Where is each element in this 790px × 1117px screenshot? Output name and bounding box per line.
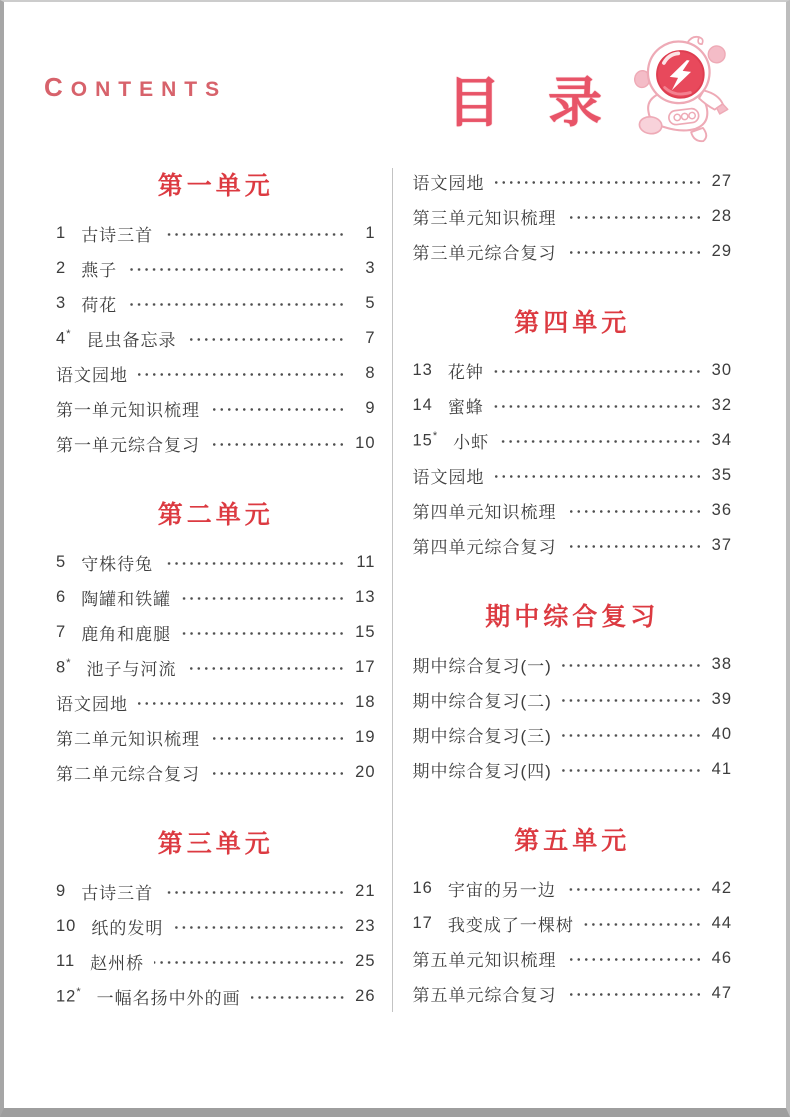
toc-entry — [413, 164, 733, 199]
page-number: 36 — [711, 501, 732, 519]
entry-title: 古诗三首 — [81, 226, 154, 245]
page-number: 1 — [365, 224, 376, 242]
dot-leader — [567, 990, 703, 999]
toc-section — [56, 166, 376, 461]
entry-title: 第四单元综合复习 — [412, 538, 557, 557]
toc-entry — [413, 871, 733, 906]
dot-leader — [562, 696, 702, 705]
dot-leader — [495, 178, 703, 187]
lesson-number: 8* — [56, 657, 72, 677]
toc-entry — [56, 685, 376, 720]
elective-star: * — [66, 328, 72, 341]
dot-leader — [567, 542, 703, 551]
page-number: 41 — [711, 760, 732, 778]
toc-entry — [56, 979, 376, 1014]
section-header: 期中综合复习 — [485, 603, 660, 631]
dot-leader — [499, 437, 702, 446]
lesson-number: 13 — [412, 361, 433, 379]
page-number: 40 — [711, 725, 732, 743]
page-number: 30 — [711, 361, 732, 379]
lesson-number: 4* — [56, 328, 72, 348]
entry-title: 语文园地 — [56, 695, 128, 714]
dot-leader — [562, 731, 702, 740]
lesson-number: 15* — [412, 430, 439, 450]
dot-leader — [181, 629, 345, 638]
dot-leader — [138, 699, 346, 708]
entry-title: 蜜蜂 — [447, 398, 484, 417]
entry-title: 池子与河流 — [86, 660, 177, 679]
entry-title: 第三单元知识梳理 — [412, 209, 557, 228]
title-group — [447, 32, 732, 146]
entry-title: 期中综合复习(二) — [412, 692, 552, 711]
elective-star: * — [432, 430, 439, 443]
dot-leader — [210, 405, 346, 414]
dot-leader — [494, 402, 702, 411]
dot-leader — [567, 955, 703, 964]
lesson-number: 1 — [56, 224, 67, 242]
toc-entry — [413, 528, 733, 563]
toc-entry — [413, 941, 733, 976]
toc-section — [413, 597, 733, 787]
dot-leader — [127, 265, 345, 274]
toc-entry — [56, 615, 376, 650]
entry-title: 第五单元综合复习 — [412, 986, 557, 1005]
toc-entry — [56, 216, 376, 251]
page-number: 42 — [711, 879, 732, 897]
entry-title: 花钟 — [447, 363, 484, 382]
entry-title: 小虾 — [453, 433, 490, 452]
toc-section — [413, 303, 733, 563]
entry-title: 陶罐和铁罐 — [81, 590, 172, 609]
page-number: 35 — [711, 466, 732, 484]
elective-star: * — [76, 986, 82, 999]
section-header: 第二单元 — [157, 501, 274, 529]
page-number: 3 — [365, 259, 376, 277]
page-number: 47 — [711, 984, 732, 1002]
entry-title: 语文园地 — [412, 468, 485, 487]
entry-title: 昆虫备忘录 — [86, 331, 177, 350]
page-number: 8 — [365, 364, 376, 382]
toc-section — [56, 824, 376, 1014]
dot-leader — [210, 769, 346, 778]
lesson-number: 17 — [412, 914, 433, 932]
entry-title: 语文园地 — [412, 174, 485, 193]
dot-leader — [186, 335, 345, 344]
section-header: 第四单元 — [514, 309, 631, 337]
entry-title: 荷花 — [81, 296, 118, 315]
toc-entry — [413, 199, 733, 234]
dot-leader — [154, 958, 345, 967]
entry-title: 期中综合复习(一) — [412, 657, 552, 676]
toc-entry — [56, 251, 376, 286]
toc-entry — [56, 356, 376, 391]
toc-entry — [56, 874, 376, 909]
toc-columns — [56, 164, 732, 1014]
section-header: 第一单元 — [157, 172, 274, 200]
section-header: 第五单元 — [514, 827, 631, 855]
page-number: 26 — [355, 987, 376, 1005]
toc-entry — [56, 580, 376, 615]
dot-leader — [163, 230, 345, 239]
entry-title: 第三单元综合复习 — [412, 244, 557, 263]
dot-leader — [562, 766, 702, 775]
dot-leader — [562, 661, 702, 670]
toc-entry — [56, 391, 376, 426]
lesson-number: 3 — [56, 294, 67, 312]
page-number: 39 — [711, 690, 732, 708]
dot-leader — [494, 367, 702, 376]
page-number: 29 — [711, 242, 732, 260]
toc-entry — [56, 426, 376, 461]
page-number: 32 — [711, 396, 732, 414]
dot-leader — [495, 472, 703, 481]
page-number: 19 — [355, 728, 376, 746]
page-number: 27 — [711, 172, 732, 190]
entry-title: 赵州桥 — [90, 954, 145, 973]
toc-entry — [413, 493, 733, 528]
entry-title: 第一单元知识梳理 — [56, 401, 200, 420]
toc-entry — [56, 650, 376, 685]
page-number: 34 — [711, 431, 732, 449]
toc-section — [413, 164, 733, 269]
section-header: 第三单元 — [157, 830, 274, 858]
page-number: 21 — [355, 882, 376, 900]
lesson-number: 5 — [56, 553, 67, 571]
page-number: 38 — [711, 655, 732, 673]
page-number: 15 — [355, 623, 376, 641]
entry-title: 第四单元知识梳理 — [412, 503, 557, 522]
lesson-number: 16 — [412, 879, 433, 897]
page-number: 17 — [355, 658, 376, 676]
toc-column-left — [56, 164, 392, 1014]
dot-leader — [127, 300, 345, 309]
page-title: 目 录 — [446, 73, 618, 133]
toc-entry — [56, 321, 376, 356]
page-header — [44, 32, 732, 150]
toc-column-right — [393, 164, 733, 1014]
page-number: 25 — [355, 952, 376, 970]
toc-entry — [413, 353, 733, 388]
page-number: 44 — [711, 914, 732, 932]
page-number: 5 — [365, 294, 376, 312]
dot-leader — [566, 885, 702, 894]
lesson-number: 14 — [412, 396, 433, 414]
entry-title: 期中综合复习(四) — [412, 762, 552, 781]
entry-title: 我变成了一棵树 — [447, 916, 574, 935]
toc-entry — [413, 423, 733, 458]
entry-title: 燕子 — [81, 261, 118, 280]
page-number: 9 — [365, 399, 376, 417]
page-number: 23 — [355, 917, 376, 935]
dot-leader — [186, 664, 345, 673]
dot-leader — [210, 440, 346, 449]
entry-title: 鹿角和鹿腿 — [81, 625, 172, 644]
dot-leader — [251, 993, 346, 1002]
dot-leader — [567, 248, 703, 257]
entry-title: 第二单元综合复习 — [56, 765, 200, 784]
toc-section — [413, 821, 733, 1011]
toc-entry — [413, 906, 733, 941]
elective-star: * — [66, 657, 72, 670]
dot-leader — [584, 920, 702, 929]
page-number: 18 — [355, 693, 376, 711]
dot-leader — [210, 734, 346, 743]
toc-entry — [413, 647, 733, 682]
toc-entry — [56, 286, 376, 321]
dot-leader — [567, 213, 703, 222]
entry-title: 一幅名扬中外的画 — [96, 989, 241, 1008]
entry-title: 宇宙的另一边 — [447, 881, 556, 900]
toc-entry — [413, 752, 733, 787]
entry-title: 守株待兔 — [81, 555, 154, 574]
page-number: 28 — [711, 207, 732, 225]
toc-entry — [413, 717, 733, 752]
page-number: 37 — [711, 536, 732, 554]
page-number: 7 — [365, 329, 376, 347]
toc-entry — [56, 944, 376, 979]
toc-entry — [56, 545, 376, 580]
dot-leader — [567, 507, 703, 516]
lesson-number: 11 — [56, 952, 76, 970]
dot-leader — [163, 559, 345, 568]
toc-entry — [56, 720, 376, 755]
dot-leader — [138, 370, 346, 379]
entry-title: 语文园地 — [56, 366, 128, 385]
toc-entry — [413, 388, 733, 423]
page-number: 46 — [711, 949, 732, 967]
lesson-number: 6 — [56, 588, 67, 606]
entry-title: 第二单元知识梳理 — [56, 730, 200, 749]
lesson-number: 12* — [56, 986, 82, 1006]
toc-entry — [56, 909, 376, 944]
toc-entry — [56, 755, 376, 790]
lesson-number: 10 — [56, 917, 77, 935]
dot-leader — [173, 923, 345, 932]
dot-leader — [181, 594, 345, 603]
toc-entry — [413, 976, 733, 1011]
page-number: 10 — [355, 434, 376, 452]
toc-entry — [413, 234, 733, 269]
entry-title: 期中综合复习(三) — [412, 727, 552, 746]
toc-entry — [413, 682, 733, 717]
entry-title: 古诗三首 — [81, 884, 154, 903]
dot-leader — [163, 888, 345, 897]
page-number: 13 — [355, 588, 376, 606]
astronaut-lightning-icon — [620, 28, 732, 146]
lesson-number: 2 — [56, 259, 67, 277]
lesson-number: 9 — [56, 882, 67, 900]
lesson-number: 7 — [56, 623, 67, 641]
entry-title: 第一单元综合复习 — [56, 436, 200, 455]
page-number: 20 — [355, 763, 376, 781]
entry-title: 第五单元知识梳理 — [412, 951, 557, 970]
toc-entry — [413, 458, 733, 493]
contents-label: CONTENTS — [44, 72, 228, 102]
page-number: 11 — [356, 553, 376, 571]
toc-section — [56, 495, 376, 790]
entry-title: 纸的发明 — [91, 919, 164, 938]
